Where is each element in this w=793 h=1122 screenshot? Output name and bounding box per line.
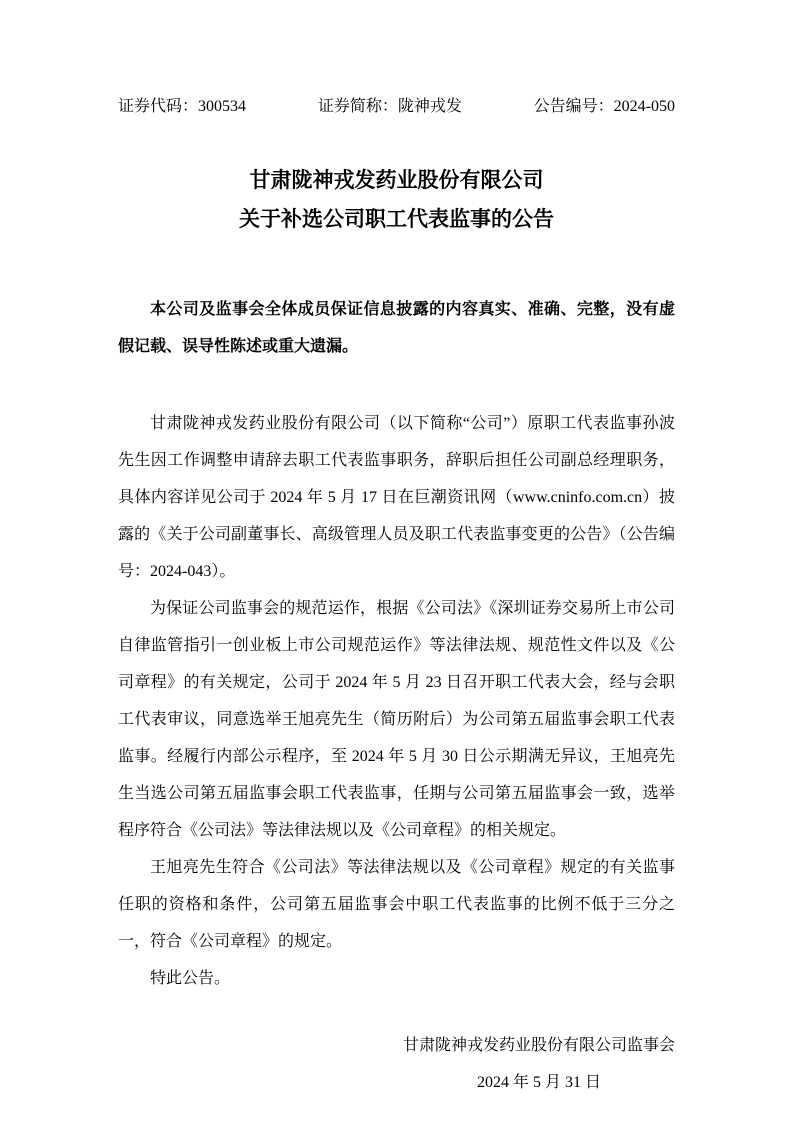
announcement-number: 公告编号：2024-050 — [533, 98, 675, 115]
document-header — [118, 97, 675, 117]
stock-code: 证券代码：300534 — [118, 98, 247, 115]
announcement-title: 关于补选公司职工代表监事的公告 — [239, 207, 554, 231]
announcement-body — [118, 405, 675, 997]
body-paragraph-qualification: 王旭亮先生符合《公司法》等法律法规以及《公司章程》规定的有关监事任职的资格和条件，公司第五届监事会中职工代表监事的比例不低于三分之一，符合《公司章程》的规定。 — [118, 859, 675, 950]
disclaimer-statement: 本公司及监事会全体成员保证信息披露的内容真实、准确、完整，没有虚假记载、误导性陈述或重大遗漏。 — [118, 301, 675, 355]
body-paragraph-election: 为保证公司监事会的规范运作，根据《公司法》《深圳证券交易所上市公司自律监管指引一创业板上市公司规范运作》等法律法规、规范性文件以及《公司章程》的有关规定，公司于 2024 年 5 月 23 日召开职工代表大会，经与会职工代表审议，同意选举王旭亮先生（简历附后）为公司第五届监事会职工代表监事。经履行内部公示程序，至 2024 年 5 月 30 日公示期满无异议，王旭亮先生当选公司第五届监事会职工代表监事，任期与公司第五届监事会一致，选举程序符合《公司法》等法律法规以及《公司章程》的相关规定。 — [118, 600, 675, 839]
signature-company: 甘肃陇神戎发药业股份有限公司监事会 — [402, 1037, 675, 1054]
title-block — [118, 161, 675, 239]
body-paragraph-resignation: 甘肃陇神戎发药业股份有限公司（以下简称“公司”）原职工代表监事孙波先生因工作调整申请辞去职工代表监事职务，辞职后担任公司副总经理职务，具体内容详见公司于 2024 年 5 月 17 日在巨潮资讯网（www.cninfo.com.cn）披露的《关于公司副董事长、高级管理人员及职工代表监事变更的公告》（公告编号：2024-043）。 — [118, 415, 675, 580]
signature-date: 2024 年 5 月 31 日 — [476, 1074, 601, 1091]
company-name-title: 甘肃陇神戎发药业股份有限公司 — [249, 168, 544, 192]
closing-statement: 特此公告。 — [150, 970, 231, 987]
signature-block — [403, 1027, 675, 1101]
stock-short-name: 证券简称：陇神戎发 — [317, 98, 462, 115]
